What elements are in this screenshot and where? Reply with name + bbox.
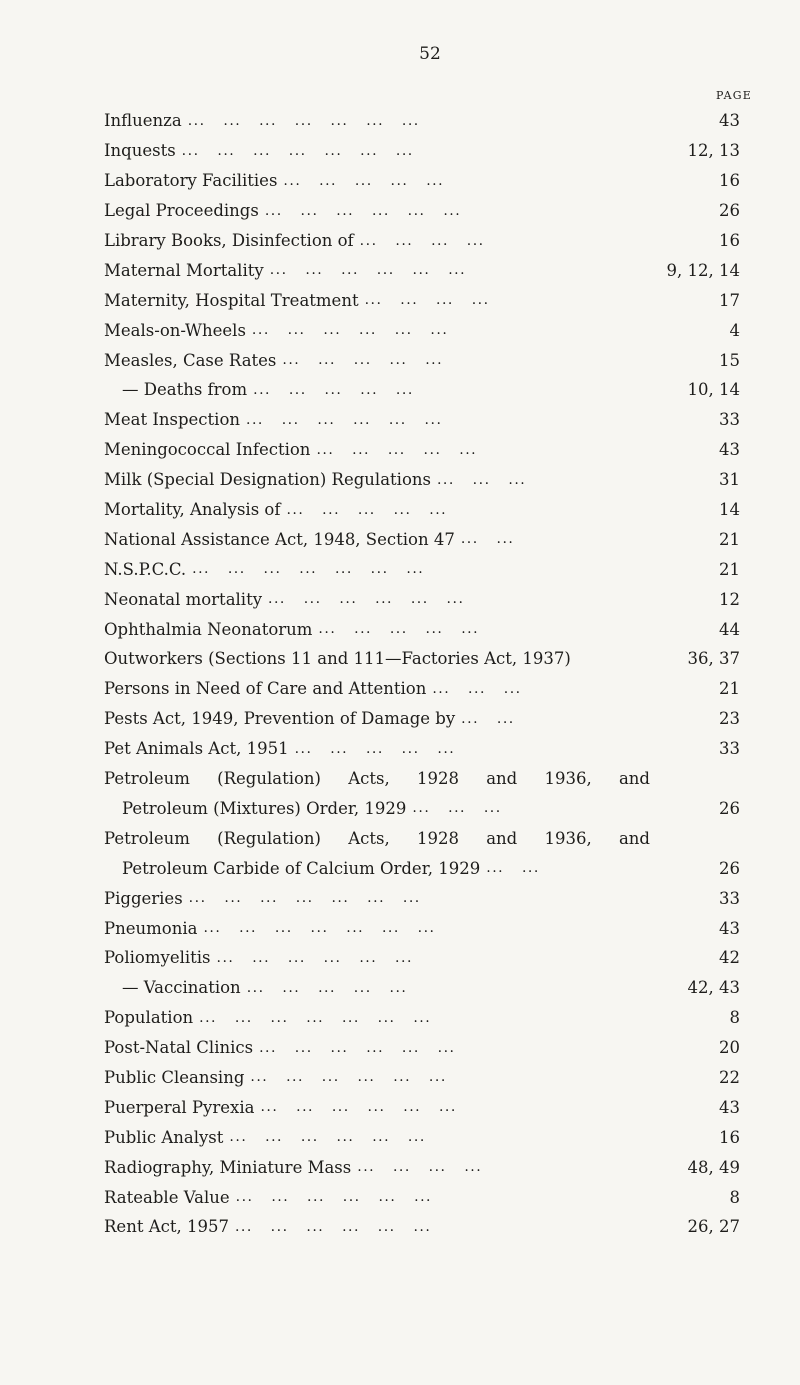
page-reference: 15 xyxy=(719,350,740,370)
index-term: Puerperal Pyrexia xyxy=(104,1097,255,1117)
index-term: Meningococcal Infection xyxy=(104,440,311,460)
leader-dots: ... ... ... ... ... ... ... xyxy=(199,1009,432,1026)
leader-dots: ... ... ... ... ... xyxy=(318,621,480,638)
index-term: Measles, Case Rates xyxy=(104,350,277,370)
index-list xyxy=(104,106,740,1242)
page-reference: 26 xyxy=(719,858,740,878)
index-term: Pneumonia xyxy=(104,918,198,938)
leader-dots: ... ... ... ... xyxy=(359,232,485,249)
index-entry xyxy=(104,345,740,375)
index-term: Milk (Special Designation) Regulations xyxy=(104,470,431,490)
page-reference: 44 xyxy=(719,619,740,639)
index-term: Meat Inspection xyxy=(104,410,241,430)
leader-dots: ... ... ... ... ... ... ... xyxy=(192,561,425,578)
index-entry xyxy=(104,315,740,345)
page-reference: 12 xyxy=(719,589,740,609)
leader-dots: ... ... ... ... ... xyxy=(253,381,414,398)
index-entry xyxy=(104,255,740,285)
index-term: Legal Proceedings xyxy=(104,201,259,221)
page-reference: 16 xyxy=(719,1127,740,1147)
index-entry xyxy=(104,136,740,166)
page-reference: 31 xyxy=(719,470,740,490)
index-term-continuation: Petroleum Carbide of Calcium Order, 1929 xyxy=(122,858,481,878)
index-entry xyxy=(104,674,740,704)
leader-dots: ... ... ... ... ... ... xyxy=(229,1129,426,1146)
leader-dots: ... ... ... ... xyxy=(364,292,490,309)
index-entry xyxy=(104,524,740,554)
index-term: Outworkers (Sections 11 and 111—Factories Act, 1937) xyxy=(104,649,571,669)
index-entry xyxy=(104,973,740,1003)
leader-dots: ... ... ... ... ... ... xyxy=(269,262,467,279)
page-reference: 33 xyxy=(719,410,740,430)
leader-dots: ... ... ... ... ... xyxy=(282,352,444,369)
page-reference: 21 xyxy=(719,529,740,549)
leader-dots: ... ... ... ... ... ... xyxy=(251,322,449,339)
page-reference: 12, 13 xyxy=(687,141,740,161)
leader-dots: ... ... ... ... ... ... ... xyxy=(188,890,421,907)
page-reference: 43 xyxy=(719,111,740,131)
index-term: Piggeries xyxy=(104,888,183,908)
leader-dots: ... ... ... xyxy=(436,471,527,488)
index-entry xyxy=(104,913,740,943)
leader-dots: ... ... ... ... ... ... xyxy=(235,1189,432,1206)
index-term: Post-Natal Clinics xyxy=(104,1038,254,1058)
index-term: Rent Act, 1957 xyxy=(104,1217,229,1237)
index-term: — Deaths from xyxy=(122,380,248,400)
leader-dots: ... ... ... ... ... ... xyxy=(250,1069,447,1086)
page-reference: 10, 14 xyxy=(687,380,740,400)
index-term: Inquests xyxy=(104,141,176,161)
page-reference: 9, 12, 14 xyxy=(666,260,740,280)
index-entry xyxy=(104,1092,740,1122)
page-reference: 48, 49 xyxy=(687,1157,740,1177)
page-reference: 42 xyxy=(719,948,740,968)
page-reference: 26 xyxy=(719,201,740,221)
page-column-header: PAGE xyxy=(716,89,752,102)
index-term: Public Cleansing xyxy=(104,1067,245,1087)
index-term: Neonatal mortality xyxy=(104,589,263,609)
index-term: Mortality, Analysis of xyxy=(104,500,281,520)
leader-dots: ... ... ... xyxy=(412,800,502,817)
index-entry xyxy=(104,584,740,614)
index-entry xyxy=(104,196,740,226)
leader-dots: ... ... ... ... ... ... xyxy=(259,1039,456,1056)
index-term: Influenza xyxy=(104,111,182,131)
leader-dots: ... ... ... ... ... ... xyxy=(216,949,413,966)
page-reference: 33 xyxy=(719,888,740,908)
index-term: Maternal Mortality xyxy=(104,260,264,280)
index-entry xyxy=(104,1182,740,1212)
index-entry xyxy=(104,704,740,734)
page-reference: 33 xyxy=(719,739,740,759)
page-reference: 8 xyxy=(729,1187,740,1207)
page-reference: 16 xyxy=(719,231,740,250)
leader-dots: ... ... ... ... ... ... ... xyxy=(203,920,436,937)
index-term: Radiography, Miniature Mass xyxy=(104,1157,352,1177)
page-reference: 26 xyxy=(719,798,740,818)
page-reference: 17 xyxy=(719,290,740,310)
page-reference: 21 xyxy=(719,559,740,579)
leader-dots: ... ... ... ... ... ... xyxy=(268,591,465,608)
leader-dots: ... ... ... ... ... xyxy=(246,979,408,996)
page-reference: 43 xyxy=(719,1097,740,1117)
leader-dots: ... ... ... ... ... ... xyxy=(260,1099,457,1116)
index-entry xyxy=(104,614,740,644)
leader-dots: ... ... ... ... ... xyxy=(316,441,478,458)
page-reference: 43 xyxy=(719,918,740,938)
leader-dots: ... ... ... xyxy=(432,680,522,697)
leader-dots: ... ... ... ... ... xyxy=(283,172,445,189)
index-entry xyxy=(104,823,740,883)
leader-dots: ... ... ... ... ... ... xyxy=(264,202,462,219)
index-term: Maternity, Hospital Treatment xyxy=(104,290,359,310)
leader-dots: ... ... ... ... ... ... xyxy=(246,411,443,428)
index-term: Library Books, Disinfection of xyxy=(104,231,354,250)
index-entry xyxy=(104,405,740,435)
index-term: Population xyxy=(104,1008,194,1028)
page-reference: 22 xyxy=(719,1067,740,1087)
index-term: Petroleum (Regulation) Acts, 1928 and 1936, and xyxy=(104,828,650,848)
page-reference: 43 xyxy=(719,440,740,460)
page-reference: 16 xyxy=(719,171,740,191)
index-entry xyxy=(104,1003,740,1033)
index-entry xyxy=(104,1152,740,1182)
page-reference: 42, 43 xyxy=(687,978,740,998)
page-reference: 20 xyxy=(719,1038,740,1058)
index-entry xyxy=(104,285,740,315)
leader-dots: ... ... ... ... ... xyxy=(294,740,456,757)
index-entry xyxy=(104,1212,740,1242)
index-entry xyxy=(104,554,740,584)
index-entry xyxy=(104,1033,740,1063)
index-term: Ophthalmia Neonatorum xyxy=(104,619,313,639)
index-entry xyxy=(104,1063,740,1093)
leader-dots: ... ... xyxy=(461,710,515,727)
index-term: Persons in Need of Care and Attention xyxy=(104,679,427,699)
page-reference: 36, 37 xyxy=(687,649,740,669)
leader-dots: ... ... ... ... ... ... ... xyxy=(181,142,414,159)
index-entry xyxy=(104,883,740,913)
index-term: — Vaccination xyxy=(122,978,241,998)
page-number: 52 xyxy=(419,44,441,64)
leader-dots: ... ... ... ... ... ... xyxy=(234,1218,432,1235)
index-term: Poliomyelitis xyxy=(104,948,211,968)
index-term: Laboratory Facilities xyxy=(104,171,278,191)
leader-dots: ... ... ... ... ... xyxy=(286,501,448,518)
leader-dots: ... ... ... ... ... ... ... xyxy=(187,112,420,129)
leader-dots: ... ... xyxy=(486,860,540,877)
page-reference: 23 xyxy=(719,709,740,729)
index-term: Rateable Value xyxy=(104,1187,230,1207)
page-reference: 4 xyxy=(729,320,740,340)
index-term: Petroleum (Regulation) Acts, 1928 and 1936, and xyxy=(104,769,650,789)
index-entry xyxy=(104,375,740,405)
index-term: Public Analyst xyxy=(104,1127,224,1147)
index-entry xyxy=(104,644,740,674)
page-reference: 26, 27 xyxy=(687,1217,740,1237)
index-term: National Assistance Act, 1948, Section 47 xyxy=(104,529,455,549)
index-entry xyxy=(104,166,740,196)
index-entry xyxy=(104,226,740,256)
index-entry xyxy=(104,435,740,465)
index-entry xyxy=(104,106,740,136)
index-entry xyxy=(104,734,740,764)
index-term: Pests Act, 1949, Prevention of Damage by xyxy=(104,709,456,729)
index-entry xyxy=(104,1122,740,1152)
leader-dots: ... ... ... ... xyxy=(357,1159,483,1176)
index-term: N.S.P.C.C. xyxy=(104,559,187,579)
page-reference: 21 xyxy=(719,679,740,699)
page-reference: 14 xyxy=(719,500,740,520)
index-entry xyxy=(104,764,740,824)
leader-dots: ... ... xyxy=(460,531,515,548)
index-term: Meals-on-Wheels xyxy=(104,320,246,340)
index-term-continuation: Petroleum (Mixtures) Order, 1929 xyxy=(122,798,407,818)
index-entry xyxy=(104,465,740,495)
index-term: Pet Animals Act, 1951 xyxy=(104,739,289,759)
page-reference: 8 xyxy=(729,1008,740,1028)
index-entry xyxy=(104,943,740,973)
index-entry xyxy=(104,495,740,525)
